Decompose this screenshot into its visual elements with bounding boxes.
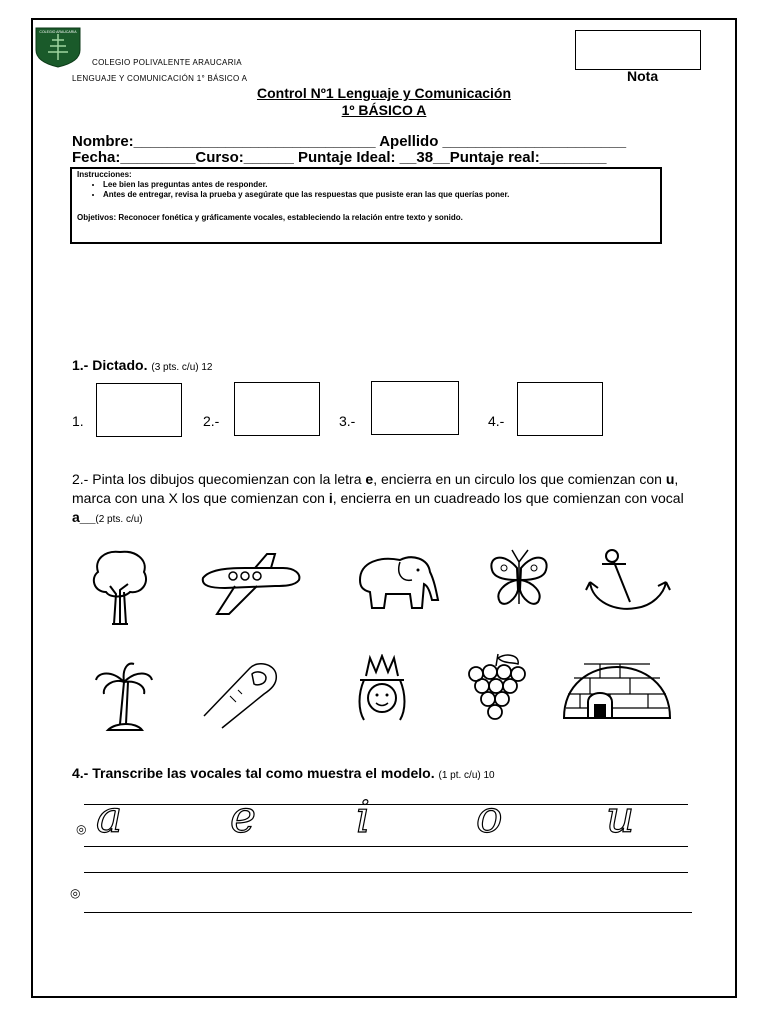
q4-heading xyxy=(72,764,495,785)
grapes-icon[interactable] xyxy=(464,652,530,722)
q1-points: (3 pts. c/u) 12 xyxy=(151,362,213,373)
indian-child-icon[interactable] xyxy=(352,654,412,722)
elephant-icon[interactable] xyxy=(350,550,446,614)
letter-e: e xyxy=(365,471,374,487)
q2-points: (2 pts. c/u) xyxy=(95,514,143,525)
row-marker-icon: ◎ xyxy=(76,822,87,836)
writing-line xyxy=(84,872,688,873)
q1-heading xyxy=(72,356,213,377)
grade-label: Nota xyxy=(627,68,659,84)
writing-line xyxy=(84,846,688,847)
dictation-box-2[interactable] xyxy=(234,382,320,436)
page-subtitle: 1º BÁSICO A xyxy=(341,102,427,118)
dictation-box-4[interactable] xyxy=(517,382,603,436)
dictation-box-1[interactable] xyxy=(96,383,182,437)
tree-icon[interactable] xyxy=(84,546,156,626)
letter-i: i xyxy=(328,490,333,506)
instruction-item: • Lee bien las preguntas antes de responder. xyxy=(103,180,655,189)
writing-line xyxy=(84,912,692,913)
butterfly-icon[interactable] xyxy=(484,546,554,614)
q2-text: , encierra en un cuadreado los que comienzan con vocal xyxy=(332,490,684,506)
dictation-label: 4.- xyxy=(488,413,505,429)
q2-instruction xyxy=(72,470,712,529)
model-vowel-a: a xyxy=(96,792,123,843)
palm-tree-icon[interactable] xyxy=(92,658,154,738)
page-title: Control Nº1 Lenguaje y Comunicación xyxy=(256,85,512,101)
school-logo xyxy=(34,24,82,68)
instructions-box xyxy=(70,167,662,244)
q4-points: (1 pt. c/u) 10 xyxy=(438,770,495,781)
letter-a: a xyxy=(72,509,80,525)
school-name: COLEGIO POLIVALENTE ARAUCARIA xyxy=(92,58,242,67)
model-vowel-i: i xyxy=(356,792,371,843)
objectives-text: Objetivos: Reconocer fonética y gráficamente vocales, estableciendo la relación entre texto y sonido. xyxy=(77,213,463,222)
q2-text: , marca con una X los que comienzan con xyxy=(72,471,679,506)
dictation-box-3[interactable] xyxy=(371,381,459,435)
model-vowel-o: o xyxy=(476,792,503,843)
airplane-icon[interactable] xyxy=(195,548,305,624)
finger-nail-icon[interactable] xyxy=(200,656,282,730)
writing-line xyxy=(84,804,688,805)
letter-u: u xyxy=(665,471,675,487)
dictation-label: 1. xyxy=(72,413,84,429)
subject-line: LENGUAJE Y COMUNICACIÓN 1° BÁSICO A xyxy=(72,74,248,83)
svg-text:COLEGIO ARAUCARIA: COLEGIO ARAUCARIA xyxy=(39,30,77,34)
q2-blank: __ xyxy=(79,509,96,525)
model-vowel-e: e xyxy=(230,792,257,843)
model-vowel-u: u xyxy=(606,792,635,843)
q1-title: 1.- Dictado. xyxy=(72,357,148,373)
q4-title: 4.- Transcribe las vocales tal como muestra el modelo. xyxy=(72,765,435,781)
igloo-icon[interactable] xyxy=(560,630,674,726)
instructions-heading: Instrucciones: xyxy=(77,170,132,179)
row-marker-icon: ◎ xyxy=(70,886,81,900)
instruction-item: • Antes de entregar, revisa la prueba y asegúrate que las respuestas que pusiste eran las que querías poner. xyxy=(103,190,655,199)
anchor-icon[interactable] xyxy=(582,546,672,618)
dictation-label: 3.- xyxy=(339,413,356,429)
grade-box[interactable] xyxy=(575,30,701,70)
name-field-line[interactable]: Nombre:_____________________________ Apellido ______________________ xyxy=(72,133,627,150)
q2-text: , encierra en un circulo los que comienzan con xyxy=(373,471,666,487)
date-field-line[interactable]: Fecha:_________Curso:______ Puntaje Ideal: __38__Puntaje real:________ xyxy=(72,149,607,166)
q2-text: 2.- Pinta los dibujos quecomienzan con la letra xyxy=(72,471,366,487)
dictation-label: 2.- xyxy=(203,413,220,429)
